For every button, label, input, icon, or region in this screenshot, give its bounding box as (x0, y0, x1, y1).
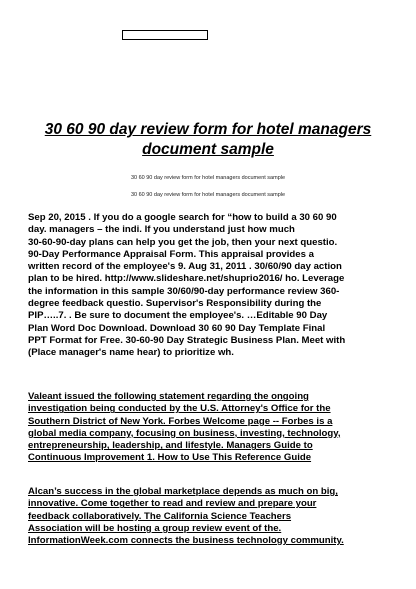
paragraph-1-line: degree feedback questio. Supervisor's Responsibility during the (28, 298, 322, 310)
paragraph-1-line: day. managers – the indi. If you understand just how much (28, 224, 295, 236)
document-title[interactable] (0, 120, 416, 160)
paragraph-1-line: plan to be hired. http://www.slideshare.net/shuprio2016/ ho. Leverage (28, 273, 345, 285)
paragraph-1-line: (Place manager's name hear) to prioritize wh. (28, 347, 234, 359)
paragraph-1-line: Plan Word Doc Download. Download 30 60 90 Day Template Final (28, 322, 326, 334)
paragraph-2-line: entrepreneurship, leadership, and lifestyle. Managers Guide to (28, 440, 313, 452)
paragraph-1-line: written record of the employee's 9. Aug 31, 2011 . 30/60/90 day action (28, 261, 342, 273)
paragraph-3-line: InformationWeek.com connects the business technology community. (28, 535, 344, 547)
subtitle-2: 30 60 90 day review form for hotel managers document sample (130, 192, 286, 198)
paragraph-2-line: global media company, focusing on business, investing, technology, (28, 427, 341, 439)
paragraph-3-line: Alcan’s success in the global marketplace depends as much on big, (28, 486, 338, 497)
paragraph-3-line: innovative. Come together to read and review and prepare your (28, 498, 317, 510)
paragraph-2-link[interactable] (28, 391, 390, 465)
paragraph-1-line: 30-60-90-day plans can help you get the job, then your next questio. (28, 236, 338, 248)
paragraph-1-line: 90-Day Performance Appraisal Form. This appraisal provides a (28, 248, 314, 260)
paragraph-1 (28, 212, 390, 360)
paragraph-3-link[interactable] (28, 486, 390, 547)
title-line-2: document sample (142, 141, 274, 158)
paragraph-2-line: Valeant issued the following statement regarding the ongoing (28, 391, 309, 402)
paragraph-1-line: PPT Format for Free. 30-60-90 Day Strategic Business Plan. Meet with (28, 334, 346, 346)
paragraph-2-line: Southern District of New York. Forbes Welcome page -- Forbes is a (28, 415, 333, 427)
subtitle-1: 30 60 90 day review form for hotel managers document sample (130, 175, 286, 181)
paragraph-1-line: PIP…..7. . Be sure to document the employee's. …Editable 90 Day (28, 310, 328, 322)
header-box (122, 30, 208, 40)
paragraph-1-line: the information in this sample 30/60/90-day performance review 360- (28, 285, 340, 297)
paragraph-1-line: Sep 20, 2015 . If you do a google search for “how to build a 30 60 90 (28, 212, 337, 223)
paragraph-2-line: investigation being conducted by the U.S. Attorney's Office for the (28, 403, 331, 415)
title-line-1: 30 60 90 day review form for hotel managers (44, 121, 372, 138)
paragraph-2-line: Continuous Improvement 1. How to Use This Reference Guide (28, 452, 312, 464)
paragraph-3-line: feedback collaboratively. The California Science Teachers (28, 510, 292, 522)
paragraph-3-line: Association will be hosting a group review event of the. (28, 522, 282, 534)
